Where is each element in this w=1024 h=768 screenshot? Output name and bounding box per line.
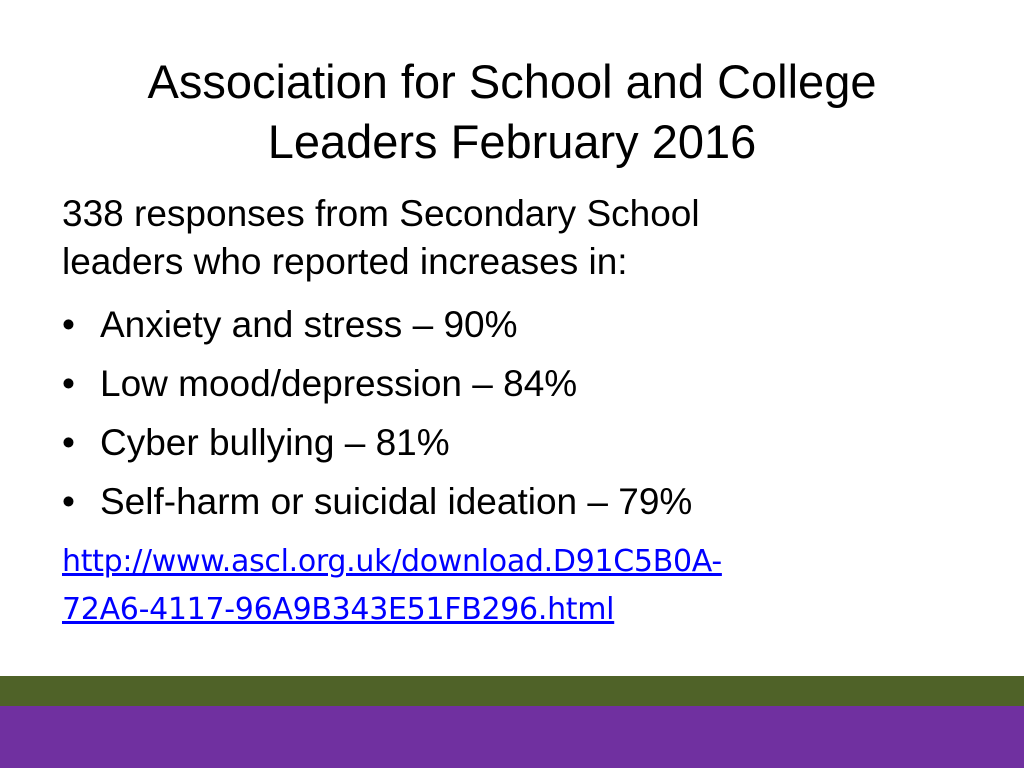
bullet-item-anxiety xyxy=(62,295,982,354)
bullet-item-low-mood xyxy=(62,354,982,413)
intro-line-1: 338 responses from Secondary School xyxy=(62,193,700,234)
source-link-line-2[interactable]: 72A6-4117-96A9B343E51FB296.html xyxy=(62,592,615,627)
bullet-icon: • xyxy=(62,304,75,345)
bullet-text: Anxiety and stress – 90% xyxy=(100,304,518,345)
bullet-item-self-harm xyxy=(62,472,982,531)
intro-line-2: leaders who reported increases in: xyxy=(62,241,628,282)
footer-band-purple xyxy=(0,706,1024,768)
source-link-line-1[interactable]: http://www.ascl.org.uk/download.D91C5B0A- xyxy=(62,544,722,579)
bullet-icon: • xyxy=(62,481,75,522)
bullet-item-cyber-bullying xyxy=(62,413,982,472)
bullet-text: Self-harm or suicidal ideation – 79% xyxy=(100,481,693,522)
slide-title-line-1: Association for School and College xyxy=(147,55,877,108)
source-link[interactable] xyxy=(62,538,982,634)
intro-text xyxy=(62,190,982,286)
bullet-text: Low mood/depression – 84% xyxy=(100,363,578,404)
slide-body xyxy=(62,190,982,634)
bullet-list xyxy=(62,295,982,531)
bullet-icon: • xyxy=(62,363,75,404)
bullet-icon: • xyxy=(62,422,75,463)
bullet-text: Cyber bullying – 81% xyxy=(100,422,450,463)
slide-title xyxy=(20,52,1004,172)
slide-title-line-2: Leaders February 2016 xyxy=(267,115,757,168)
footer-band-green xyxy=(0,676,1024,706)
